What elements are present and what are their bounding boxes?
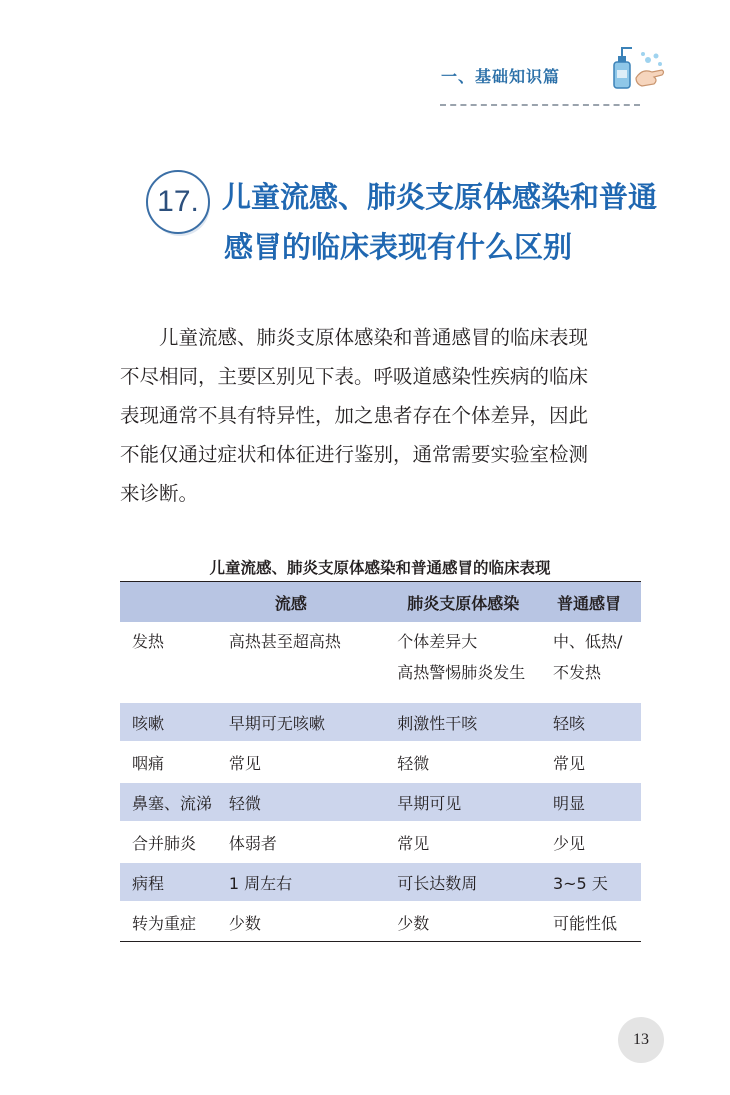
table-caption: 儿童流感、肺炎支原体感染和普通感冒的临床表现 xyxy=(209,559,551,577)
question-number-badge: 17. xyxy=(146,170,210,234)
cell-common-cold: 少见 xyxy=(553,822,641,862)
header-divider xyxy=(440,104,640,106)
question-title xyxy=(222,172,662,272)
cell-symptom: 咽痛 xyxy=(120,742,229,782)
cell-flu: 少数 xyxy=(229,902,397,942)
cell-symptom: 转为重症 xyxy=(120,902,229,942)
page-number: 13 xyxy=(618,1017,664,1063)
hand-sanitizer-icon xyxy=(608,42,666,92)
table-row xyxy=(120,822,641,862)
body-line: 来诊断。 xyxy=(120,482,199,505)
body-line: 儿童流感、肺炎支原体感染和普通感冒的临床表现 xyxy=(120,326,589,349)
table-row xyxy=(120,862,641,902)
header-cell-common-cold: 普通感冒 xyxy=(553,582,641,623)
cell-symptom: 鼻塞、流涕 xyxy=(120,782,229,822)
body-line: 不能仅通过症状和体征进行鉴别，通常需要实验室检测 xyxy=(120,443,589,466)
cell-common-cold: 可能性低 xyxy=(553,902,641,942)
table-row xyxy=(120,902,641,942)
cell-line: 中、低热/ xyxy=(552,632,623,651)
cell-flu: 高热甚至超高热 xyxy=(229,623,397,703)
cell-mycoplasma: 少数 xyxy=(397,902,553,942)
table-row xyxy=(120,623,641,703)
table-row xyxy=(120,742,641,782)
cell-mycoplasma: 早期可见 xyxy=(397,782,553,822)
cell-line: 个体差异大 xyxy=(397,632,478,651)
body-paragraph xyxy=(120,318,645,513)
cell-symptom: 病程 xyxy=(120,862,229,902)
body-line: 不尽相同，主要区别见下表。呼吸道感染性疾病的临床 xyxy=(120,365,589,388)
cell-flu: 常见 xyxy=(229,742,397,782)
section-header: 一、基础知识篇 xyxy=(440,67,560,86)
cell-line: 不发热 xyxy=(552,663,601,682)
cell-common-cold: 3~5 天 xyxy=(553,862,641,902)
cell-flu: 体弱者 xyxy=(229,822,397,862)
comparison-table xyxy=(120,581,641,942)
cell-symptom: 咳嗽 xyxy=(120,702,229,742)
header-cell-mycoplasma: 肺炎支原体感染 xyxy=(397,582,553,623)
table-row xyxy=(120,702,641,742)
cell-common-cold: 常见 xyxy=(553,742,641,782)
header-cell-symptom xyxy=(120,582,229,623)
cell-mycoplasma: 常见 xyxy=(397,822,553,862)
cell-symptom: 合并肺炎 xyxy=(120,822,229,862)
question-title-line-1: 儿童流感、肺炎支原体感染和普通 xyxy=(222,180,658,214)
cell-mycoplasma: 轻微 xyxy=(397,742,553,782)
cell-mycoplasma xyxy=(397,623,553,703)
header-cell-flu: 流感 xyxy=(229,582,397,623)
cell-mycoplasma: 可长达数周 xyxy=(397,862,553,902)
cell-common-cold xyxy=(553,623,641,703)
cell-flu: 早期可无咳嗽 xyxy=(229,702,397,742)
table-row xyxy=(120,782,641,822)
cell-flu: 1 周左右 xyxy=(229,862,397,902)
body-line: 表现通常不具有特异性，加之患者存在个体差异，因此 xyxy=(120,404,589,427)
cell-common-cold: 明显 xyxy=(553,782,641,822)
cell-mycoplasma: 刺激性干咳 xyxy=(397,702,553,742)
cell-common-cold: 轻咳 xyxy=(553,702,641,742)
table-header-row xyxy=(120,582,641,623)
question-title-line-2: 感冒的临床表现有什么区别 xyxy=(224,230,573,264)
cell-symptom: 发热 xyxy=(120,623,229,703)
cell-line: 高热警惕肺炎发生 xyxy=(397,663,526,682)
cell-flu: 轻微 xyxy=(229,782,397,822)
